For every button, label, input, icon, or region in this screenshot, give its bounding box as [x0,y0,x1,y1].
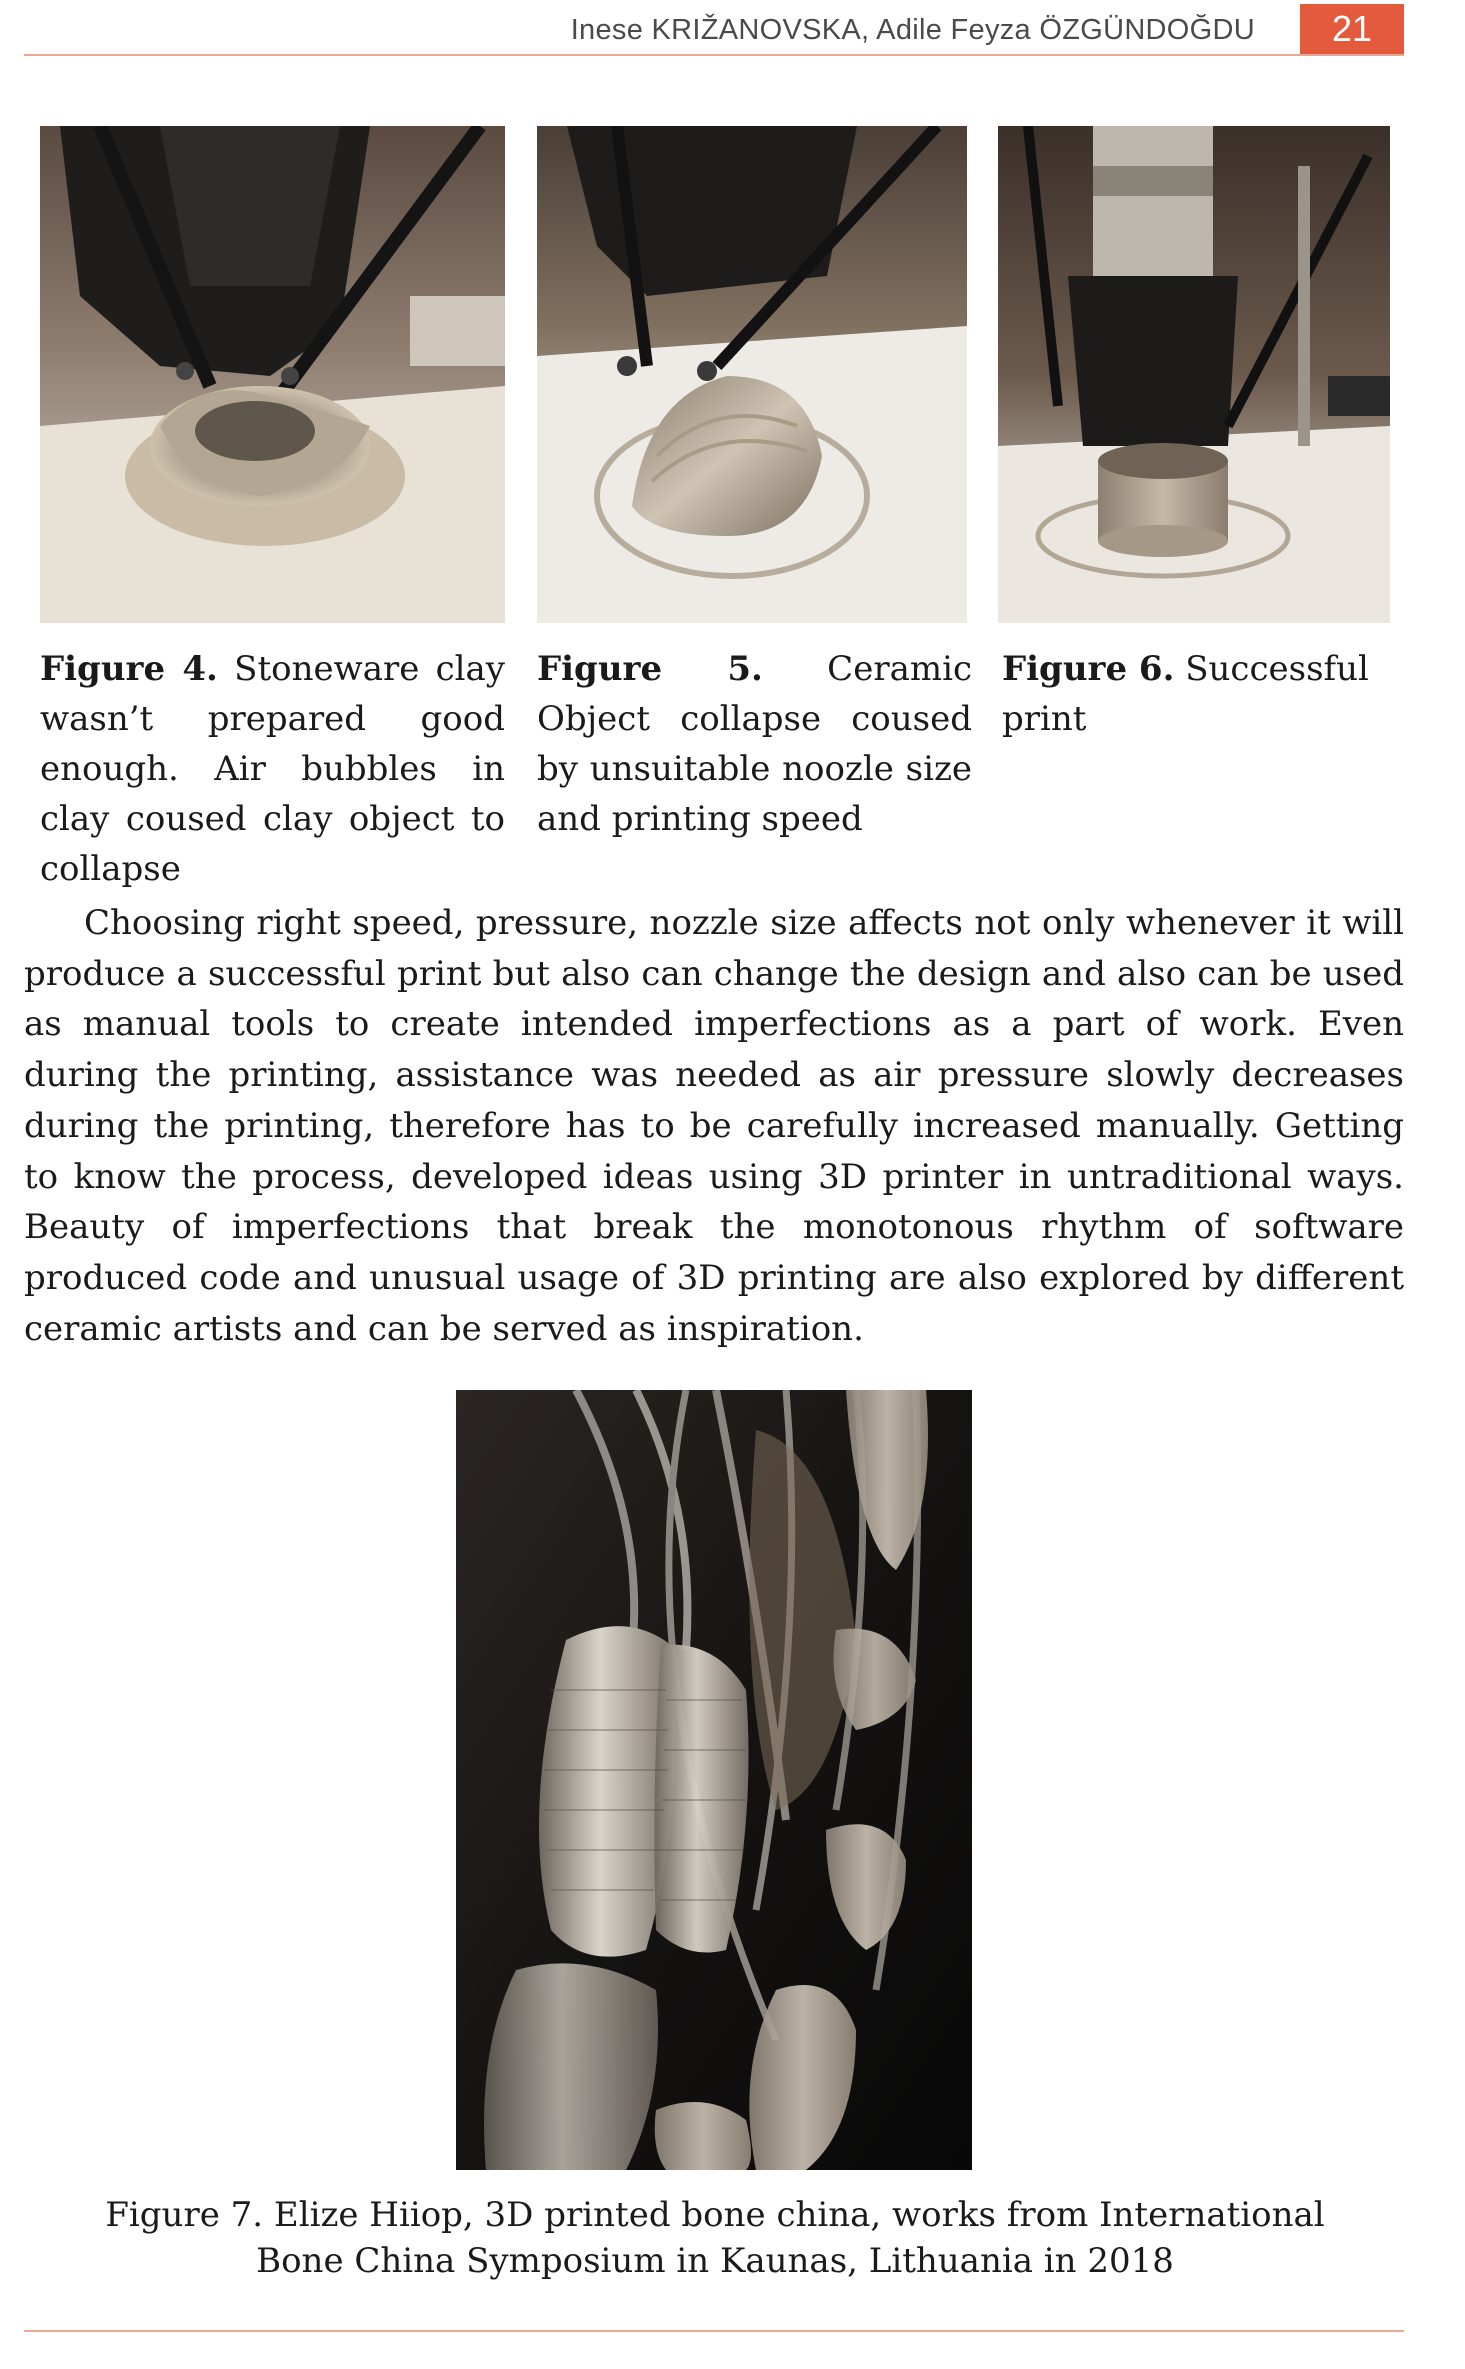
footer-rule [24,2330,1404,2332]
figure-6-label: Figure 6. [1002,649,1175,689]
figure-6-caption [1002,644,1392,744]
figure-4-caption [40,644,505,894]
figure-7-label: Figure 7. [105,2195,264,2235]
figure-5-caption [537,644,972,844]
figure-4-label: Figure 4. [40,649,218,689]
figure-4-caption-text: Stoneware clay wasn’t prepared good enough. Air bubbles in clay coused clay object to collapse [40,649,505,889]
figure-6-caption-text: Successful print [1002,649,1369,739]
page-number: 21 [1300,4,1404,54]
figure-5-label: Figure 5. [537,649,763,689]
running-header-authors: Inese KRIŽANOVSKA, Adile Feyza ÖZGÜNDOĞDU [570,14,1255,46]
figure-7-caption-text: Elize Hiiop, 3D printed bone china, works from International Bone China Symposium in Kaunas, Lithuania in 2018 [256,2195,1325,2281]
figure-5-photo [537,126,967,623]
body-paragraph: Choosing right speed, pressure, nozzle size affects not only whenever it will produce a successful print but also can change the design and also can be used as manual tools to create intended imperfections as a part of work. Even during the printing, assistance was needed as air pressure slowly decreases during the printing, therefore has to be carefully increased manually. Getting to know the process, developed ideas using 3D printer in untraditional ways. Beauty of imperfections that break the monotonous rhythm of software produced code and unusual usage of 3D printing are also explored by different ceramic artists and can be served as inspiration. [24,903,1404,1349]
header-rule [24,54,1404,56]
figure-7-photo [456,1390,972,2170]
figure-4-photo [40,126,505,623]
figure-7-caption [60,2192,1370,2284]
figure-6-photo [998,126,1390,623]
figure-5-caption-text: Ceramic Object collapse coused by unsuitable noozle size and printing speed [537,649,972,839]
